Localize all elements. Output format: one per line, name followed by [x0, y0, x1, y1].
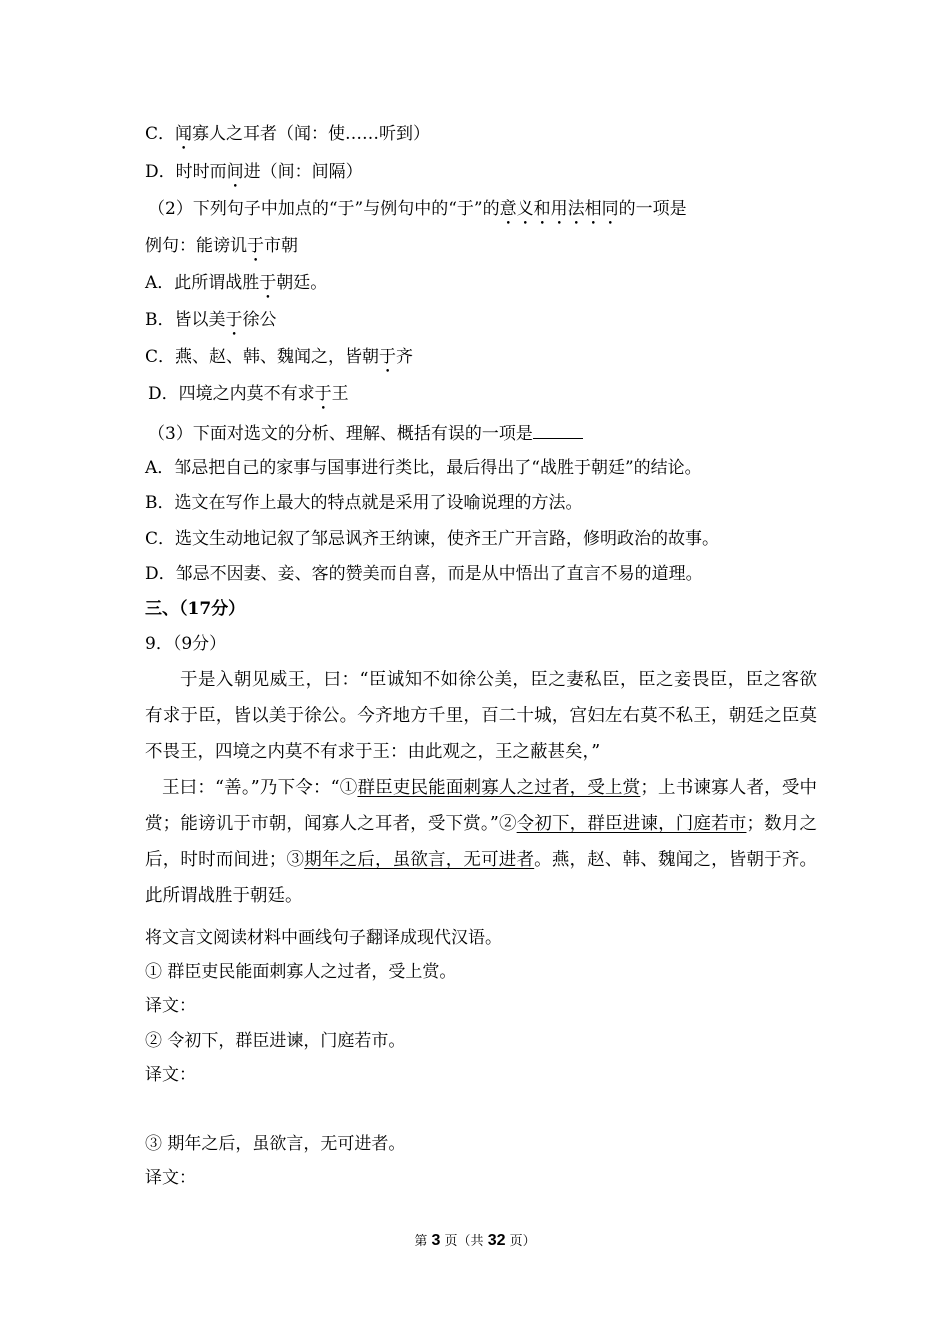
footer-text: 页（共 — [440, 1234, 488, 1249]
option-label: D． — [148, 384, 179, 404]
option-text-post: 王 — [331, 384, 349, 404]
translation-answer-1[interactable]: 译文： — [145, 996, 196, 1016]
q1-option-c — [145, 124, 430, 154]
option-text-post: 徐公 — [242, 310, 277, 330]
passage-text: 王曰：“善。”乃下令：“① — [162, 778, 358, 798]
translation-instruction: 将文言文阅读材料中画线句子翻译成现代汉语。 — [145, 928, 502, 948]
q3-stem-text: （3）下面对选文的分析、理解、概括有误的一项是 — [148, 424, 533, 444]
dotted-char: 于 — [314, 384, 332, 404]
option-label: A． — [145, 458, 175, 478]
passage-paragraph-2 — [145, 770, 817, 914]
option-text-pre: 燕、赵、韩、魏闻之，皆朝 — [175, 347, 380, 367]
dotted-char: 间 — [226, 162, 244, 182]
option-text-post: 齐 — [396, 347, 414, 367]
translation-answer-3[interactable]: 译文： — [145, 1168, 196, 1188]
option-label: C． — [145, 124, 176, 144]
dotted-char: 于 — [259, 273, 277, 293]
q2-stem-dotted: 意义和用法相同 — [499, 199, 619, 219]
page-footer — [0, 1230, 950, 1250]
q3-option-c — [145, 529, 719, 549]
q3-stem — [148, 422, 583, 444]
option-text-post: 朝廷。 — [276, 273, 328, 293]
passage-paragraph-1: 于是入朝见威王，曰：“臣诚知不如徐公美，臣之妻私臣，臣之妾畏臣，臣之客欲有求于臣，皆以美于徐公。今齐地方千里，百二十城，宫妇左右莫不私王，朝廷之臣莫不畏王，四境之内莫不有求于王：由此观之，王之蔽甚矣，” — [145, 670, 817, 762]
q2-example-pre: 例句：能谤讥 — [145, 236, 247, 256]
q2-option-a — [145, 273, 327, 303]
q3-option-b — [145, 493, 583, 513]
q2-option-b — [145, 310, 277, 340]
translation-item-2: ② 令初下，群臣进谏，门庭若市。 — [145, 1031, 406, 1051]
dotted-char: 于 — [379, 347, 397, 367]
dotted-char: 于 — [247, 236, 264, 256]
page-number: 3 — [431, 1232, 441, 1249]
q1-option-d — [145, 162, 363, 192]
option-label: B． — [145, 493, 175, 513]
q2-option-c — [145, 347, 413, 377]
q2-example-post: 市朝 — [264, 236, 298, 256]
option-text: 邹忌不因妻、妾、客的赞美而自喜，而是从中悟出了直言不易的道理。 — [175, 564, 703, 584]
q2-example — [145, 236, 298, 266]
option-text-post: 寡人之耳者（闻：使……听到） — [192, 124, 431, 144]
footer-text: 第 — [414, 1234, 432, 1249]
section-heading: 三、（17分） — [145, 599, 246, 619]
question-9-label: 9．（9分） — [145, 634, 227, 654]
q3-option-d — [145, 564, 703, 584]
classical-passage — [145, 662, 817, 914]
option-text: 选文生动地记叙了邹忌讽齐王纳谏，使齐王广开言路，修明政治的故事。 — [175, 529, 720, 549]
answer-blank[interactable] — [533, 422, 583, 439]
option-text-pre: 皆以美 — [174, 310, 226, 330]
q2-stem-pre: （2）下列句子中加点的“于”与例句中的“于”的 — [148, 199, 500, 219]
translation-answer-2[interactable]: 译文： — [145, 1065, 196, 1085]
option-label: D． — [145, 564, 176, 584]
translation-item-3: ③ 期年之后，虽欲言，无可进者。 — [145, 1134, 406, 1154]
option-text: 选文在写作上最大的特点就是采用了设喻说理的方法。 — [174, 493, 583, 513]
underlined-sentence-3: 期年之后，虽欲言，无可进者 — [304, 850, 535, 870]
dotted-char: 于 — [225, 310, 243, 330]
option-text-post: 进（间：间隔） — [243, 162, 363, 182]
total-pages: 32 — [487, 1232, 506, 1249]
footer-text: 页） — [505, 1234, 536, 1249]
q2-stem — [148, 199, 687, 229]
dotted-char: 闻 — [175, 124, 193, 144]
option-label: B． — [145, 310, 175, 330]
q2-stem-post: 的一项是 — [618, 199, 687, 219]
translation-item-1: ① 群臣吏民能面刺寡人之过者，受上赏。 — [145, 962, 457, 982]
underlined-sentence-2: 令初下，群臣进谏，门庭若市 — [516, 814, 747, 834]
passage-text: ；上书谏寡人者，受中赏；能谤讥于市朝，闻寡人之耳者，受下赏。”② — [145, 778, 818, 834]
option-label: C． — [145, 347, 176, 367]
q2-option-d — [148, 384, 349, 414]
option-label: A． — [145, 273, 175, 293]
q3-option-a — [145, 458, 702, 478]
option-text-pre: 时时而 — [175, 162, 227, 182]
underlined-sentence-1: 群臣吏民能面刺寡人之过者，受上赏 — [357, 778, 641, 798]
passage-text: 。燕，赵、韩、魏闻之，皆朝于齐。此所谓战胜于朝廷。 — [145, 850, 818, 906]
option-label: C． — [145, 529, 176, 549]
passage-text: ；数月之后，时时而间进；③ — [145, 814, 818, 870]
option-text: 邹忌把自己的家事与国事进行类比，最后得出了“战胜于朝廷”的结论。 — [174, 458, 702, 478]
option-label: D． — [145, 162, 176, 182]
option-text-pre: 此所谓战胜 — [174, 273, 260, 293]
option-text-pre: 四境之内莫不有求 — [178, 384, 315, 404]
